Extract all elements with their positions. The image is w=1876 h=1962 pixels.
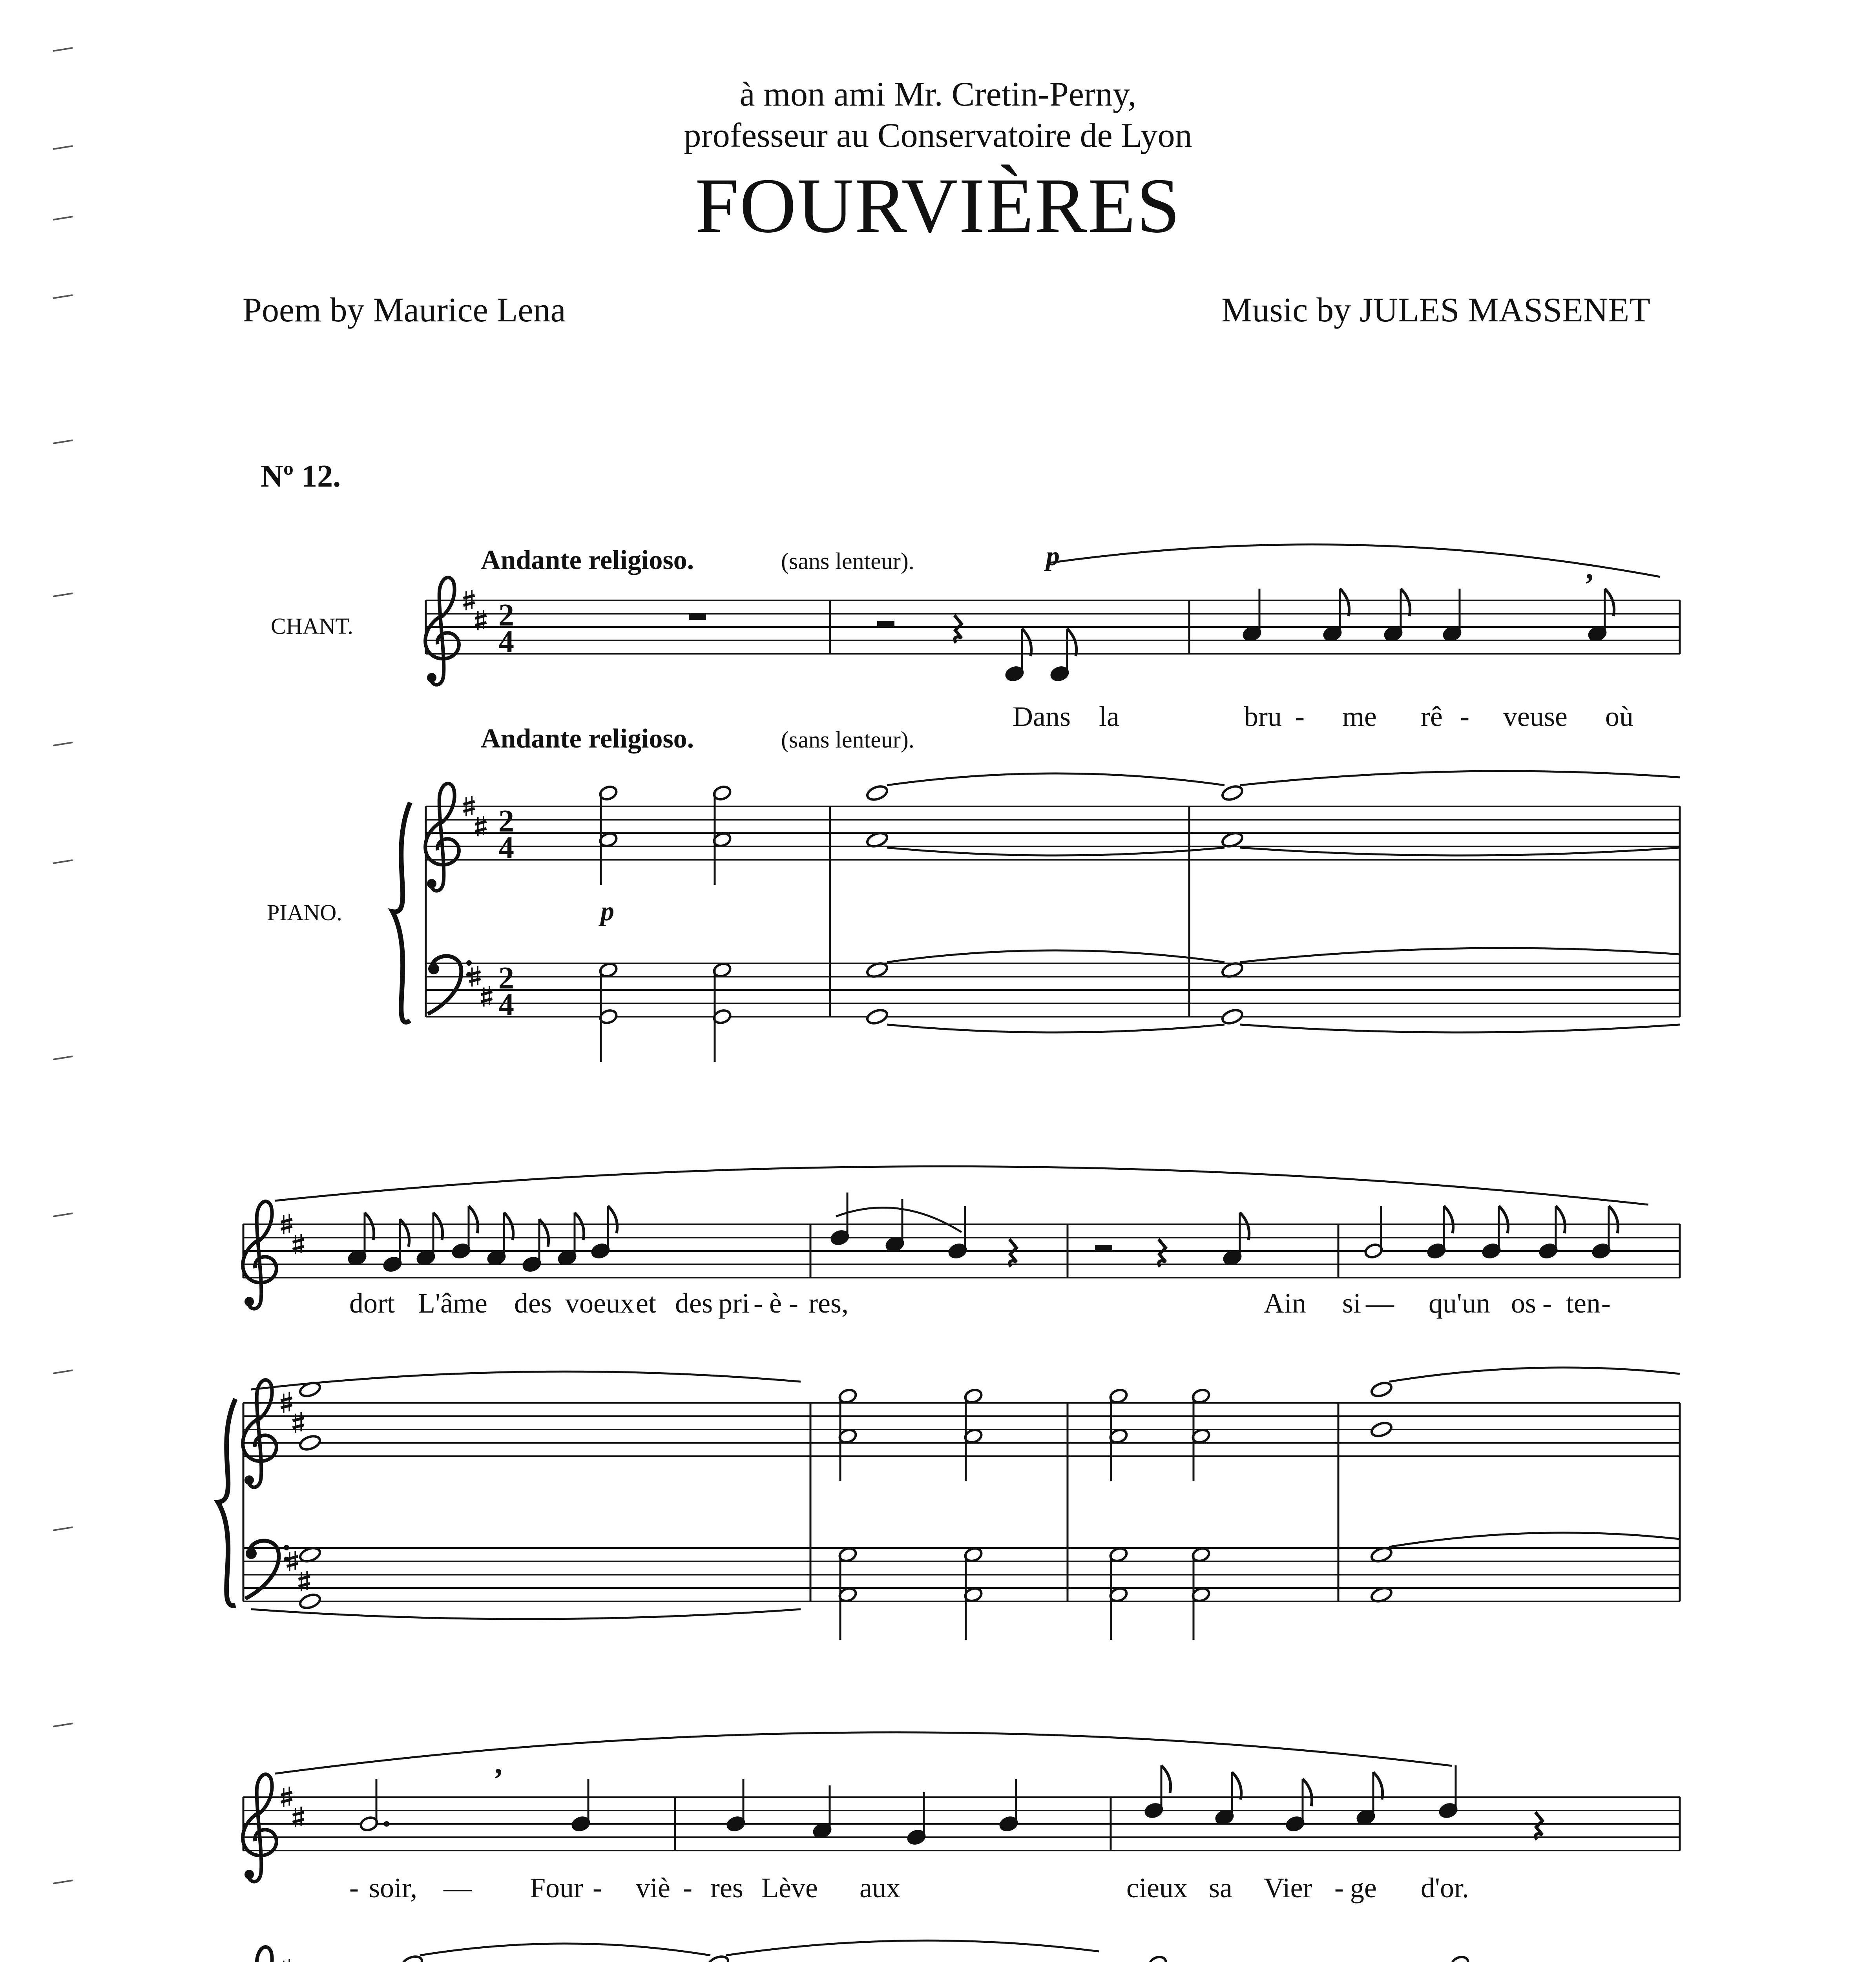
voice-1-time-numerator: 2 xyxy=(498,598,514,633)
piano-whole-top xyxy=(1221,784,1244,802)
lyric-syllable: Four xyxy=(530,1872,584,1904)
lyric-syllable: dort xyxy=(349,1287,395,1319)
dedication-line-2: professeur au Conservatoire de Lyon xyxy=(684,117,1192,155)
piano-whole-top xyxy=(865,784,889,802)
voice-phrase-slur xyxy=(275,1732,1452,1774)
half-rest xyxy=(877,621,894,627)
voice-3-treble-clef-icon xyxy=(243,1774,277,1882)
dynamic-p-piano: p xyxy=(600,896,614,926)
voice-label: CHANT. xyxy=(271,613,353,639)
scan-mark xyxy=(53,217,73,220)
scan-mark xyxy=(53,1213,73,1216)
piano-treble-1-treble-clef-icon xyxy=(425,784,459,891)
voice-note-flag xyxy=(1240,1213,1249,1240)
voice-note-flag xyxy=(608,1206,617,1233)
lyric-syllable: cieux xyxy=(1126,1872,1188,1904)
tie xyxy=(887,1025,1225,1032)
tie xyxy=(1389,1368,1680,1382)
scan-mark xyxy=(53,593,73,596)
lyric-syllable: - xyxy=(1334,1872,1344,1904)
slur xyxy=(836,1208,962,1233)
quarter-rest xyxy=(1009,1239,1016,1267)
voice-note-flag xyxy=(1499,1206,1508,1233)
tie xyxy=(1240,1025,1680,1032)
piano-treble-1-time-denominator: 4 xyxy=(498,831,514,865)
lyric-syllable: - xyxy=(593,1872,602,1904)
voice-note-flag xyxy=(400,1219,409,1247)
lyric-syllable: - xyxy=(683,1872,692,1904)
lyric-syllable: veuse xyxy=(1503,701,1568,732)
voice-note-flag xyxy=(365,1213,374,1240)
lyric-syllable: des xyxy=(675,1287,713,1319)
scan-mark xyxy=(53,1723,73,1727)
voice-note-flag xyxy=(1161,1765,1171,1793)
lyric-syllable: sa xyxy=(1209,1872,1232,1904)
piano-whole-bottom xyxy=(298,1434,321,1452)
piano-chord-top xyxy=(1450,1955,1470,1962)
breath-mark: , xyxy=(495,1746,502,1781)
lyric-syllable: L'âme xyxy=(418,1287,487,1319)
lyric-syllable: - xyxy=(349,1872,359,1904)
voice-1-time-denominator: 4 xyxy=(498,625,514,659)
voice-note-flag xyxy=(1022,629,1031,656)
lyric-syllable: Dans xyxy=(1013,701,1071,732)
lyric-syllable: Lève xyxy=(761,1872,818,1904)
voice-phrase-slur xyxy=(1048,545,1660,577)
voice-note-flag xyxy=(1556,1206,1565,1233)
lyric-syllable: aux xyxy=(860,1872,900,1904)
scan-mark xyxy=(53,1056,73,1059)
lyric-syllable: soir, xyxy=(369,1872,418,1904)
tie xyxy=(1240,948,1680,962)
lyric-syllable: — xyxy=(443,1872,472,1904)
lyric-syllable: la xyxy=(1099,701,1119,732)
dynamic-p-voice: p xyxy=(1046,541,1060,571)
tempo-voice: Andante religioso. xyxy=(481,545,694,575)
lyric-syllable: ten xyxy=(1566,1287,1600,1319)
voice-note-flag xyxy=(539,1219,549,1247)
lyric-syllable: ge xyxy=(1350,1872,1377,1904)
voice-note-flag xyxy=(1609,1206,1618,1233)
scan-mark xyxy=(53,146,73,149)
lyric-syllable: - xyxy=(1295,701,1305,732)
voice-note-flag xyxy=(1340,589,1349,616)
piece-number: Nº 12. xyxy=(261,459,341,494)
voice-2-treble-clef-icon xyxy=(243,1202,277,1309)
lyric-syllable: è xyxy=(769,1287,782,1319)
piano-label: PIANO. xyxy=(267,900,342,925)
piano-whole-top xyxy=(1370,1380,1393,1399)
tie xyxy=(251,1609,801,1619)
piano-whole-bottom xyxy=(1370,1420,1393,1439)
scan-mark xyxy=(53,1527,73,1530)
piano-bass-1-time-numerator: 2 xyxy=(498,961,514,996)
lyric-syllable: res, xyxy=(808,1287,849,1319)
voice-phrase-slur xyxy=(275,1166,1648,1205)
whole-rest xyxy=(689,614,706,620)
scan-mark xyxy=(53,742,73,746)
piano-brace xyxy=(218,1399,235,1606)
piano-treble-3-sharp-f xyxy=(281,1959,292,1962)
voice-1-treble-clef-icon xyxy=(425,578,459,685)
scan-mark xyxy=(53,1370,73,1373)
scan-mark xyxy=(53,860,73,863)
voice-note-flag xyxy=(575,1213,584,1240)
lyric-syllable: où xyxy=(1605,701,1633,732)
lyric-syllable: voeux xyxy=(565,1287,634,1319)
lyric-syllable: pri xyxy=(718,1287,750,1319)
voice-note-flag xyxy=(469,1206,478,1233)
lyric-syllable: bru xyxy=(1244,701,1282,732)
lyric-syllable: et xyxy=(636,1287,656,1319)
breath-mark: , xyxy=(1586,551,1593,586)
piano-bass-2-bass-clef-icon xyxy=(245,1541,289,1599)
piano-chord-top xyxy=(1148,1955,1168,1962)
dedication-line-1: à mon ami Mr. Cretin-Perny, xyxy=(739,75,1137,113)
piano-treble-1-time-numerator: 2 xyxy=(498,804,514,839)
piano-brace xyxy=(392,802,410,1022)
lyric-syllable: - xyxy=(1460,701,1469,732)
voice-note-flag xyxy=(1232,1772,1241,1800)
quarter-rest xyxy=(1535,1812,1542,1840)
piano-treble-2-treble-clef-icon xyxy=(243,1380,277,1488)
lyric-syllable: viè xyxy=(636,1872,670,1904)
tempo-voice-qualifier: (sans lenteur). xyxy=(781,548,914,574)
lyric-syllable: - xyxy=(1601,1287,1611,1319)
poem-credit: Poem by Maurice Lena xyxy=(243,291,566,329)
half-rest xyxy=(1095,1245,1112,1251)
lyric-syllable: - xyxy=(1542,1287,1552,1319)
music-credit: Music by JULES MASSENET xyxy=(1221,291,1650,329)
tie xyxy=(1389,1533,1680,1547)
tempo-piano-qualifier: (sans lenteur). xyxy=(781,727,914,753)
tie xyxy=(726,1940,1099,1955)
tie xyxy=(887,950,1225,962)
lyric-syllable: — xyxy=(1366,1287,1394,1319)
lyric-syllable: rê xyxy=(1421,701,1443,732)
lyric-syllable: me xyxy=(1342,701,1377,732)
lyric-syllable: - xyxy=(789,1287,798,1319)
tempo-piano: Andante religioso. xyxy=(481,724,694,754)
quarter-rest xyxy=(1159,1239,1166,1267)
tie xyxy=(1240,771,1680,785)
piano-bass-whole-bottom xyxy=(298,1592,321,1610)
lyric-syllable: qu'un xyxy=(1429,1287,1490,1319)
lyric-syllable: des xyxy=(514,1287,552,1319)
piece-title: FOURVIÈRES xyxy=(695,162,1181,249)
piano-bass-whole-bottom xyxy=(1221,1008,1244,1026)
lyric-syllable: Vier xyxy=(1264,1872,1312,1904)
piano-treble-3-treble-clef-icon xyxy=(243,1947,277,1962)
piano-bass-whole-bottom xyxy=(865,1008,889,1026)
voice-note-flag xyxy=(1444,1206,1453,1233)
scan-mark xyxy=(53,1880,73,1884)
lyric-syllable: d'or. xyxy=(1421,1872,1469,1904)
voice-note-flag xyxy=(1303,1779,1312,1806)
tie xyxy=(887,848,1225,855)
lyric-syllable: - xyxy=(754,1287,763,1319)
scan-mark xyxy=(53,48,73,51)
quarter-rest xyxy=(954,615,962,643)
tie xyxy=(251,1371,801,1389)
scan-mark xyxy=(53,440,73,443)
tie xyxy=(887,773,1225,785)
voice-note-flag xyxy=(1401,589,1410,616)
voice-note-flag xyxy=(1373,1772,1383,1800)
voice-note-flag xyxy=(1067,629,1077,656)
lyric-syllable: res xyxy=(710,1872,743,1904)
dot xyxy=(384,1821,389,1827)
voice-note-flag xyxy=(433,1213,443,1240)
tie xyxy=(1240,848,1680,855)
tie xyxy=(420,1944,710,1955)
scan-mark xyxy=(53,295,73,298)
voice-note-flag xyxy=(504,1213,513,1240)
lyric-syllable: Ain xyxy=(1264,1287,1306,1319)
lyric-syllable: os xyxy=(1511,1287,1537,1319)
lyric-syllable: si xyxy=(1342,1287,1361,1319)
piano-bass-1-bass-clef-icon xyxy=(428,956,472,1014)
piano-bass-1-time-denominator: 4 xyxy=(498,988,514,1022)
voice-note-flag xyxy=(1605,589,1614,616)
